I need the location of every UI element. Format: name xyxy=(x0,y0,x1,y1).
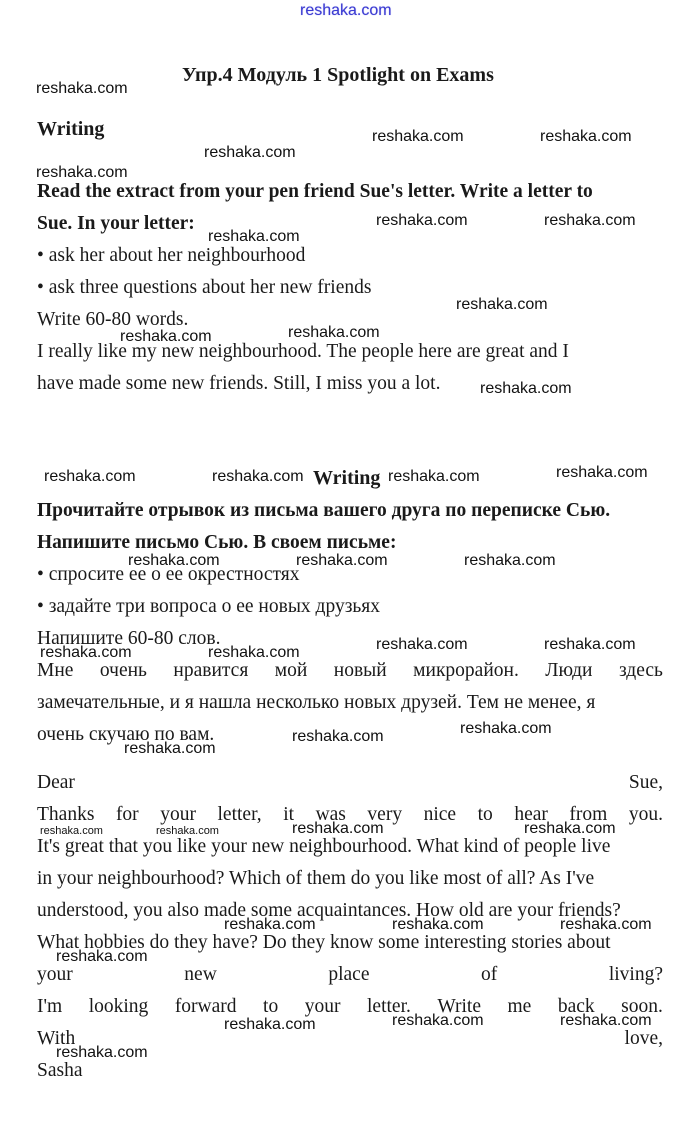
word: you. xyxy=(628,804,663,825)
watermark: reshaka.com xyxy=(44,468,136,485)
word: of xyxy=(481,964,498,985)
page-title: Упр.4 Модуль 1 Spotlight on Exams xyxy=(182,64,494,86)
russian-bullet1: • спросите ее о ее окрестностях xyxy=(37,564,300,585)
watermark: reshaka.com xyxy=(560,916,652,933)
word: I'm xyxy=(37,996,63,1017)
watermark: reshaka.com xyxy=(36,80,128,97)
english-task-line1: Read the extract from your pen friend Sue's letter. Write a letter to xyxy=(37,181,593,202)
word: to xyxy=(263,996,279,1017)
english-extract-line2: have made some new friends. Still, I miss you a lot. xyxy=(37,373,441,394)
word: very xyxy=(367,804,403,825)
word: Мне xyxy=(37,660,74,681)
english-heading: Writing xyxy=(37,118,105,140)
watermark: reshaka.com xyxy=(156,825,219,837)
word: nice xyxy=(423,804,457,825)
watermark: reshaka.com xyxy=(544,636,636,653)
letter-greeting xyxy=(37,772,663,794)
watermark: reshaka.com xyxy=(376,212,468,229)
word: Thanks xyxy=(37,804,95,825)
letter-line6 xyxy=(37,964,663,986)
russian-bullet2: • задайте три вопроса о ее новых друзьях xyxy=(37,596,381,617)
watermark: reshaka.com xyxy=(376,636,468,653)
word: place xyxy=(328,964,370,985)
russian-heading: Writing xyxy=(313,467,381,489)
russian-extract-line1 xyxy=(37,660,663,682)
word: letter. xyxy=(367,996,411,1017)
word: your xyxy=(304,996,341,1017)
word: it xyxy=(283,804,295,825)
word: hear xyxy=(514,804,548,825)
watermark: reshaka.com xyxy=(292,728,384,745)
watermark: reshaka.com xyxy=(224,916,316,933)
word: forward xyxy=(174,996,237,1017)
word: to xyxy=(477,804,493,825)
watermark: reshaka.com xyxy=(40,825,103,837)
watermark: reshaka.com xyxy=(288,324,380,341)
watermark: reshaka.com xyxy=(392,1012,484,1029)
word: Write xyxy=(437,996,481,1017)
letter-signature: Sasha xyxy=(37,1060,83,1081)
word: soon. xyxy=(621,996,663,1017)
watermark: reshaka.com xyxy=(208,644,300,661)
watermark: reshaka.com xyxy=(556,464,648,481)
english-task-line2: Sue. In your letter: xyxy=(37,213,195,234)
word: for xyxy=(115,804,139,825)
word: looking xyxy=(88,996,149,1017)
word: your xyxy=(160,804,196,825)
letter-line2: It's great that you like your new neighbourhood. What kind of people live xyxy=(37,836,611,857)
word: back xyxy=(557,996,595,1017)
watermark: reshaka.com xyxy=(128,552,220,569)
letter-line5: What hobbies do they have? Do they know some interesting stories about xyxy=(37,932,611,953)
watermark: reshaka.com xyxy=(392,916,484,933)
letter-line4: understood, you also made some acquaintances. How old are your friends? xyxy=(37,900,621,921)
word: нравится xyxy=(173,660,249,681)
watermark: reshaka.com xyxy=(36,164,128,181)
russian-extract-line2: замечательные, и я нашла несколько новых друзей. Тем не менее, я xyxy=(37,692,596,713)
watermark: reshaka.com xyxy=(460,720,552,737)
word: With xyxy=(37,1028,76,1049)
russian-word-count: Напишите 60-80 слов. xyxy=(37,628,221,649)
watermark: reshaka.com xyxy=(204,144,296,161)
word: me xyxy=(507,996,532,1017)
watermark: reshaka.com xyxy=(540,128,632,145)
watermark: reshaka.com xyxy=(296,552,388,569)
russian-task-line2: Напишите письмо Сью. В своем письме: xyxy=(37,532,397,553)
watermark: reshaka.com xyxy=(456,296,548,313)
watermark: reshaka.com xyxy=(292,820,384,837)
watermark: reshaka.com xyxy=(124,740,216,757)
word: was xyxy=(315,804,346,825)
word: новый xyxy=(333,660,387,681)
watermark: reshaka.com xyxy=(544,212,636,229)
russian-extract-line3: очень скучаю по вам. xyxy=(37,724,215,745)
watermark: reshaka.com xyxy=(372,128,464,145)
word: love, xyxy=(624,1028,663,1049)
watermark: reshaka.com xyxy=(40,644,132,661)
site-watermark-header[interactable]: reshaka.com xyxy=(300,2,392,19)
english-word-count: Write 60-80 words. xyxy=(37,309,189,330)
word: letter, xyxy=(217,804,262,825)
watermark: reshaka.com xyxy=(120,328,212,345)
word: здесь xyxy=(618,660,663,681)
word: new xyxy=(184,964,217,985)
english-extract-line1: I really like my new neighbourhood. The people here are great and I xyxy=(37,341,569,362)
word: мой xyxy=(274,660,308,681)
english-bullet2: • ask three questions about her new friends xyxy=(37,277,372,298)
word: from xyxy=(569,804,608,825)
watermark: reshaka.com xyxy=(464,552,556,569)
english-bullet1: • ask her about her neighbourhood xyxy=(37,245,306,266)
watermark: reshaka.com xyxy=(212,468,304,485)
watermark: reshaka.com xyxy=(560,1012,652,1029)
word: микрорайон. xyxy=(413,660,519,681)
watermark: reshaka.com xyxy=(208,228,300,245)
watermark: reshaka.com xyxy=(388,468,480,485)
word: Люди xyxy=(545,660,593,681)
word: your xyxy=(37,964,73,985)
watermark: reshaka.com xyxy=(56,1044,148,1061)
watermark: reshaka.com xyxy=(480,380,572,397)
word: Sue, xyxy=(628,772,663,793)
word: living? xyxy=(608,964,663,985)
russian-task-line1: Прочитайте отрывок из письма вашего друга по переписке Сью. xyxy=(37,500,611,521)
letter-line3: in your neighbourhood? Which of them do you like most of all? As I've xyxy=(37,868,595,889)
word: очень xyxy=(99,660,147,681)
word: Dear xyxy=(37,772,75,793)
watermark: reshaka.com xyxy=(524,820,616,837)
watermark: reshaka.com xyxy=(56,948,148,965)
watermark: reshaka.com xyxy=(224,1016,316,1033)
